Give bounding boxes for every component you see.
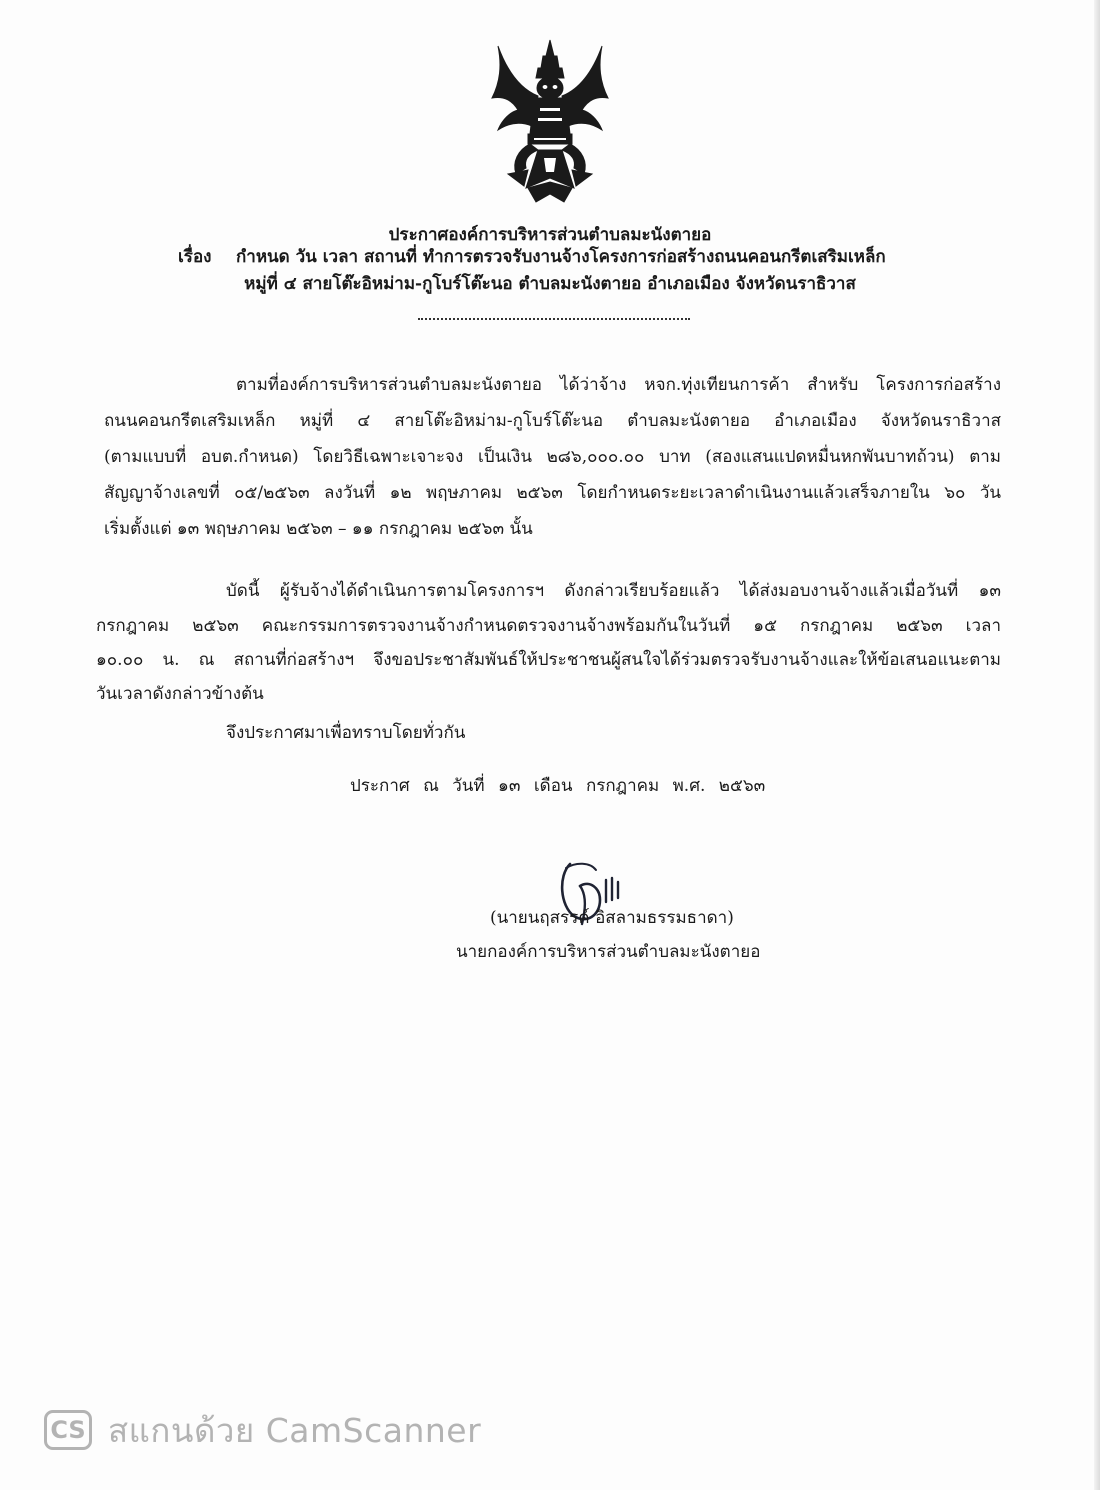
para1-line-4: สัญญาจ้างเลขที่ ๐๕/๒๕๖๓ ลงวันที่ ๑๒ พฤษภาคม ๒๕๖๓ โดยกำหนดระยะเวลาดำเนินงานแล้วเสร็จภายใน ๖๐ วัน	[104, 483, 1001, 503]
subject-line-1	[178, 243, 886, 270]
para1-line-3: (ตามแบบที่ อบต.กำหนด) โดยวิธีเฉพาะเจาะจง เป็นเงิน ๒๘๖,๐๐๐.๐๐ บาท (สองแสนแปดหมื่นหกพันบาทถ้วน) ตาม	[104, 447, 1001, 467]
subject-label: เรื่อง	[178, 247, 212, 267]
para1-line-1: ตามที่องค์การบริหารส่วนตำบลมะนังตายอ ได้ว่าจ้าง หจก.ทุ่งเทียนการค้า สำหรับ โครงการก่อสร้าง	[236, 375, 1001, 395]
camscanner-watermark-text: สแกนด้วย CamScanner	[108, 1410, 482, 1450]
subject-text-1: กำหนด วัน เวลา สถานที่ ทำการตรวจรับงานจ้างโครงการก่อสร้างถนนคอนกรีตเสริมเหล็ก	[236, 247, 886, 267]
announcement-date: ประกาศ ณ วันที่ ๑๓ เดือน กรกฎาคม พ.ศ. ๒๕๖๓	[350, 776, 766, 796]
camscanner-logo-icon: CS	[44, 1410, 92, 1450]
camscanner-watermark	[44, 1408, 481, 1452]
signatory-name: (นายนฤสรรค์ อิสลามธรรมธาดา)	[490, 908, 734, 928]
closing-statement: จึงประกาศมาเพื่อทราบโดยทั่วกัน	[226, 723, 466, 743]
para1-line-2: ถนนคอนกรีตเสริมเหล็ก หมู่ที่ ๔ สายโต๊ะอิหม่าม-กูโบร์โต๊ะนอ ตำบลมะนังตายอ อำเภอเมือง จังหวัดนราธิวาส	[104, 411, 1001, 431]
garuda-emblem-icon	[488, 38, 612, 204]
para2-line-4: วันเวลาดังกล่าวข้างต้น	[96, 684, 264, 704]
signatory-position: นายกองค์การบริหารส่วนตำบลมะนังตายอ	[456, 942, 761, 962]
para2-line-2: กรกฎาคม ๒๕๖๓ คณะกรรมการตรวจงานจ้างกำหนดตรวจงานจ้างพร้อมกันในวันที่ ๑๕ กรกฎาคม ๒๕๖๓ เวลา	[96, 616, 1001, 636]
para2-line-3: ๑๐.๐๐ น. ณ สถานที่ก่อสร้างฯ จึงขอประชาสัมพันธ์ให้ประชาชนผู้สนใจได้ร่วมตรวจรับงานจ้างและให้ข้อเสนอแนะตาม	[96, 650, 1001, 670]
subject-line-2: หมู่ที่ ๔ สายโต๊ะอิหม่าม-กูโบร์โต๊ะนอ ตำบลมะนังตายอ อำเภอเมือง จังหวัดนราธิวาส	[244, 274, 856, 294]
dotted-separator	[418, 318, 690, 320]
org-title: ประกาศองค์การบริหารส่วนตำบลมะนังตายอ	[388, 225, 712, 245]
para1-line-5: เริ่มตั้งแต่ ๑๓ พฤษภาคม ๒๕๖๓ – ๑๑ กรกฎาคม ๒๕๖๓ นั้น	[104, 519, 533, 539]
para2-line-1: บัดนี้ ผู้รับจ้างได้ดำเนินการตามโครงการฯ ดังกล่าวเรียบร้อยแล้ว ได้ส่งมอบงานจ้างแล้วเมื่อวันที่ ๑๓	[226, 581, 1001, 601]
